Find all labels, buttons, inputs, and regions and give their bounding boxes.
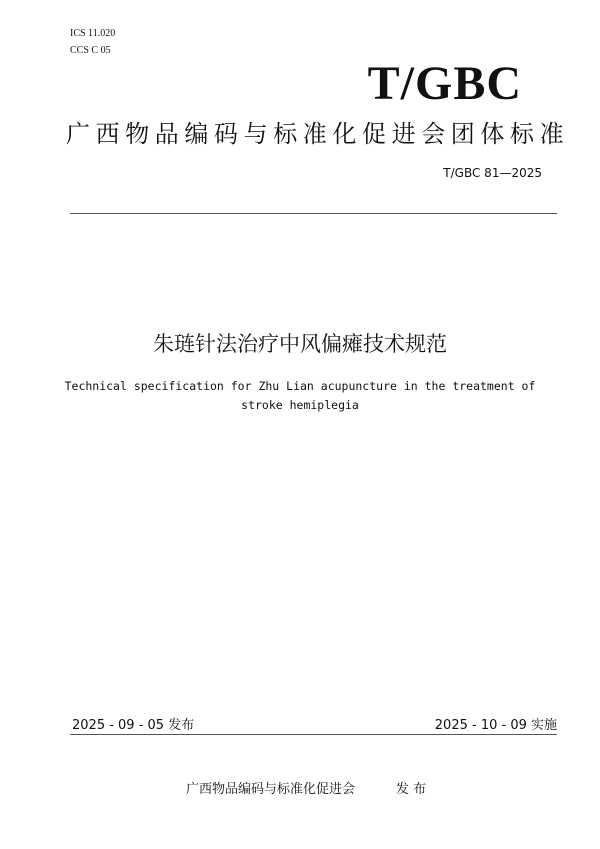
implement-date: 2025 - 10 - 09 实施 — [434, 718, 557, 733]
divider — [70, 213, 557, 214]
title-english-line2: stroke hemiplegia — [241, 398, 359, 412]
issuer: 广西物品编码与标准化促进会 — [186, 782, 356, 797]
divider-bottom — [70, 734, 557, 735]
title-chinese: 朱琏针法治疗中风偏瘫技术规范 — [153, 332, 447, 356]
ccs-code: CCS C 05 — [70, 45, 111, 56]
standard-logo: T/GBC — [367, 57, 522, 110]
publish-date: 2025 - 09 - 05 发布 — [72, 718, 195, 733]
ics-code: ICS 11.020 — [70, 28, 116, 39]
issue-label: 发 布 — [396, 782, 427, 797]
organization-standard-heading: 广西物品编码与标准化促进会团体标准 — [66, 120, 570, 148]
title-english-line1: Technical specification for Zhu Lian acupuncture in the treatment of — [64, 379, 536, 393]
standard-code: T/GBC 81—2025 — [443, 166, 542, 180]
